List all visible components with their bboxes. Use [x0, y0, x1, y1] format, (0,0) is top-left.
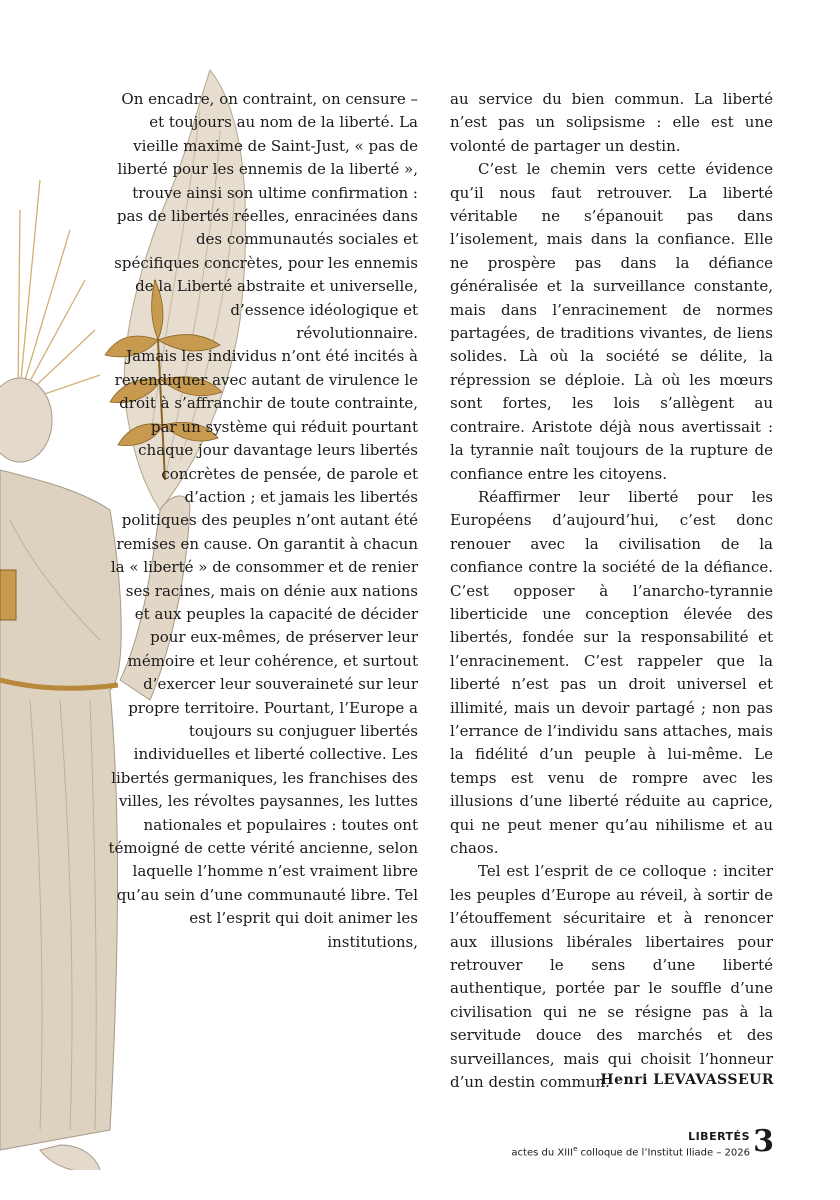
footer-subtitle-part-b: colloque de l’Institut Iliade – 2026	[577, 1147, 750, 1159]
right-text-column	[450, 88, 773, 1094]
author-signature: Henri LEVAVASSEUR	[600, 1072, 774, 1088]
page-footer	[511, 1130, 750, 1159]
statue-head	[0, 378, 52, 462]
left-paragraph-2: Jamais les individus n’ont été incités à revendiquer avec autant de virulence le droit à s’affranchir de toute contrainte, par un système qui réduit pourtant chaque jour davantage leurs libertés concrètes de pensée, de parole et d’action ; et jamais les libertés politiques des peuples n’ont autant été remises en cause. On garantit à chacun la « liberté » de consommer et de renier ses racines, mais on dénie aux nations et aux peuples la capacité de décider pour eux-mêmes, de préserver leur mémoire et leur cohérence, et surtout d’exercer leur souveraineté sur leur propre territoire. Pourtant, l’Europe a toujours su conjuguer libertés individuelles et liberté collective. Les libertés germaniques, les franchises des villes, les révoltes paysannes, les luttes nationales et populaires : toutes ont témoigné de cette vérité ancienne, selon laquelle l’homme n’est vraiment libre qu’au sein d’une communauté libre. Tel est l’esprit qui doit animer les institutions,	[108, 347, 418, 951]
statue-robe	[0, 470, 121, 1150]
right-paragraph-1: au service du bien commun. La liberté n’est pas un solipsisme : elle est une volonté de partager un destin.	[450, 90, 773, 155]
right-paragraph-3: Réaffirmer leur liberté pour les Européens d’aujourd’hui, c’est donc renouer avec la civilisation de la confiance contre la société de la défiance. C’est opposer à l’anarcho-tyrannie liberticide une conception élevée des libertés, fondée sur la responsabilité et l’enracinement. C’est rappeler que la liberté n’est pas un droit universel et illimité, mais un devoir partagé ; non pas l’errance de l’individu sans attaches, mais la fidélité d’un peuple à lui-même. Le temps est venu de rompre avec les illusions d’une liberté réduite au caprice, qui ne peut mener qu’au nihilisme et au chaos.	[450, 487, 773, 857]
halo-rays	[18, 180, 100, 400]
sword-hilt	[0, 570, 16, 620]
footer-subtitle-part-a: actes du XIII	[511, 1147, 574, 1159]
footer-title: LIBERTÉS	[688, 1130, 750, 1143]
page-number: 3	[753, 1124, 774, 1159]
left-paragraph-1: On encadre, on contraint, on censure – et toujours au nom de la liberté. La vieille maxime de Saint-Just, « pas de liberté pour les ennemis de la liberté », trouve ainsi son ultime confirmation : pas de libertés réelles, enracinées dans des communautés sociales et spécifiques concrètes, pour les ennemis de la Liberté abstraite et universelle, d’essence idéologique et révolutionnaire.	[114, 90, 418, 343]
right-paragraph-2: C’est le chemin vers cette évidence qu’il nous faut retrouver. La liberté véritable ne s’épanouit pas dans l’isolement, mais dans la confiance. Elle ne prospère pas dans la défiance généralisée et la surveillance constante, mais dans l’enracinement de normes partagées, de traditions vivantes, de liens solides. Là où la société se délite, la répression se déploie. Là où les mœurs sont fortes, les lois s’allègent au contraire. Aristote déjà nous avertissait : la tyrannie naît toujours de la rupture de confiance entre les citoyens.	[450, 160, 773, 483]
statue-foot	[40, 1145, 100, 1170]
footer-subtitle	[511, 1143, 750, 1159]
left-text-column	[108, 88, 418, 954]
right-paragraph-4: Tel est l’esprit de ce colloque : inciter les peuples d’Europe au réveil, à sortir de l’étouffement sécuritaire et à renoncer aux illusions libérales libertaires pour retrouver le sens d’une liberté authentique, portée par le souffle d’une civilisation qui ne se résigne pas à la servitude douce des marchés et des surveillances, mais qui choisit l’honneur d’un destin commun.	[450, 862, 773, 1092]
footer-superscript: e	[573, 1145, 578, 1153]
